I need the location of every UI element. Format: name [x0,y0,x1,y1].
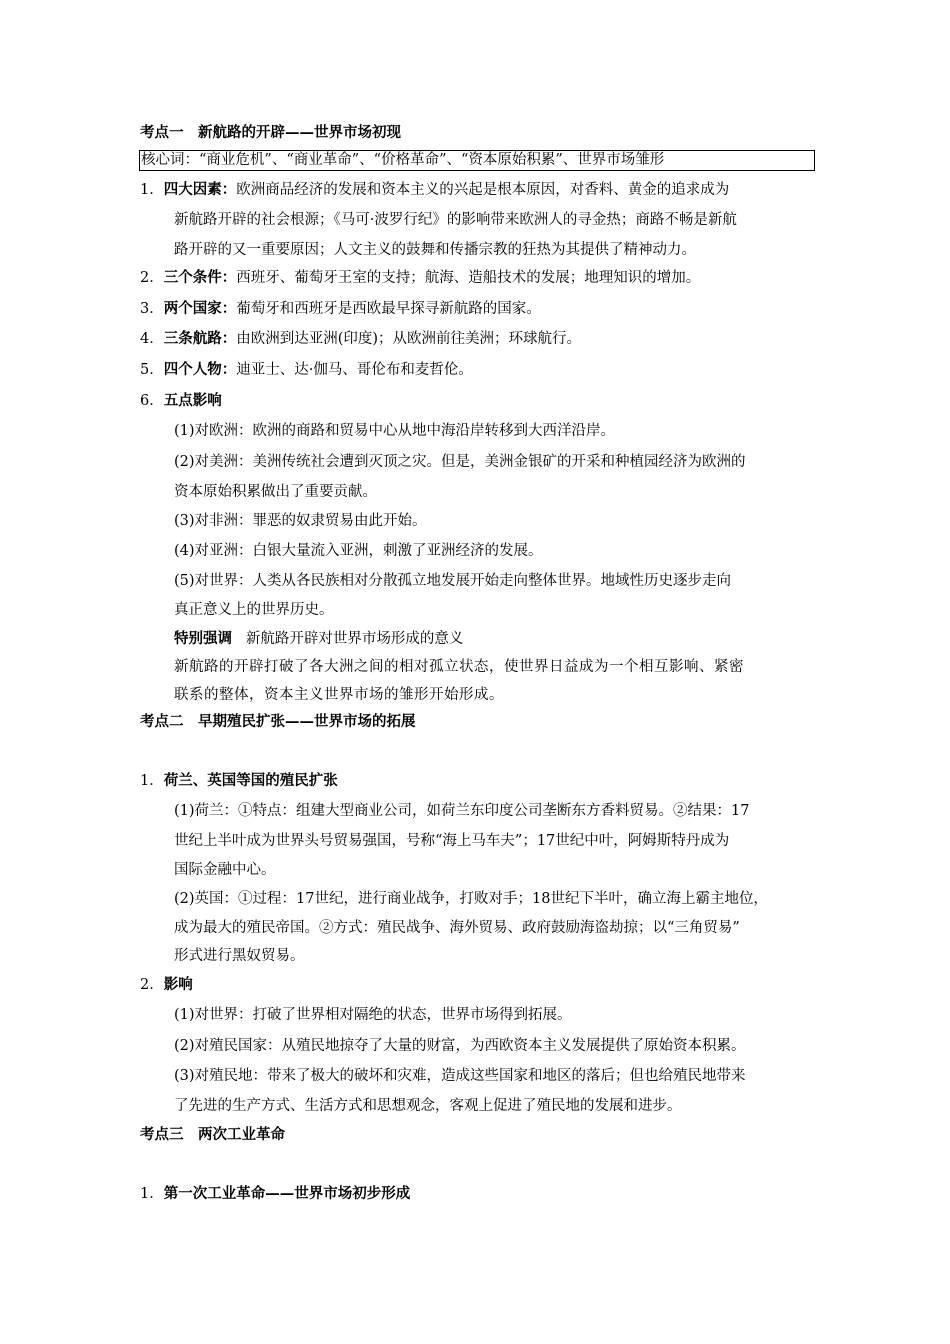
colonial-line-6: 形式进行黑奴贸易。 [174,948,305,964]
colonial-line-5: 成为最大的殖民帝国。②方式：殖民战争、海外贸易、政府鼓励海盗劫掠；以“三角贸易” [174,920,740,936]
item-number: 1． [140,182,164,198]
item-2-2 [140,975,193,995]
effect-europe: (1)对欧洲：欧洲的商路和贸易中心从地中海沿岸转移到大西洋沿岸。 [174,423,616,439]
colonial-line-4: (2)英国：①过程：17世纪，进行商业战争，打败对手；18世纪下半叶，确立海上霸主地位， [174,891,768,907]
effect-africa: (3)对非洲：罪恶的奴隶贸易由此开始。 [174,513,427,529]
item-1-1-line-3: 路开辟的又一重要原因；人文主义的鼓舞和传播宗教的狂热为其提供了精神动力。 [174,242,696,258]
item-1-4 [140,329,581,349]
item-heading: 第一次工业革命——世界市场初步形成 [163,1185,411,1202]
effect-america-line-2: 资本原始积累做出了重要贡献。 [174,484,377,500]
special-line-2: 联系的整体，资本主义世界市场的雏形开始形成。 [174,687,504,703]
special-emphasis [174,629,463,649]
item-1-2 [140,268,700,288]
item-heading: 三个条件： [163,269,237,286]
item-1-6 [140,391,222,411]
colonial-line-3: 国际金融中心。 [174,862,276,878]
item-number: 6． [140,393,164,409]
item-text: 葡萄牙和西班牙是西欧最早探寻新航路的国家。 [236,301,541,317]
item-text: 欧洲商品经济的发展和资本主义的兴起是根本原因，对香料、黄金的追求成为 [236,182,730,198]
impact-line-2: (2)对殖民国家：从殖民地掠夺了大量的财富，为西欧资本主义发展提供了原始资本积累。 [174,1038,746,1054]
item-number: 2． [140,270,164,286]
item-1-1 [140,180,729,200]
item-1-1-line-2: 新航路开辟的社会根源；《马可·波罗行纪》的影响带来欧洲人的寻金热；商路不畅是新航 [174,212,737,228]
item-number: 5． [140,362,164,378]
item-2-1 [140,771,338,791]
item-number: 1． [140,773,164,789]
item-1-3 [140,299,541,319]
item-heading: 荷兰、英国等国的殖民扩张 [163,772,338,789]
effect-asia: (4)对亚洲：白银大量流入亚洲，刺激了亚洲经济的发展。 [174,543,543,559]
colonial-line-1: (1)荷兰：①特点：组建大型商业公司，如荷兰东印度公司垄断东方香料贸易。②结果：17 [174,803,750,819]
section-2-title: 考点二 早期殖民扩张——世界市场的拓展 [140,713,416,730]
item-text: 西班牙、葡萄牙王室的支持；航海、造船技术的发展；地理知识的增加。 [236,270,701,286]
item-number: 2． [140,977,164,993]
item-heading: 四个人物： [163,361,237,378]
impact-line-4: 了先进的生产方式、生活方式和思想观念，客观上促进了殖民地的发展和进步。 [174,1098,682,1114]
section-3-title: 考点三 两次工业革命 [140,1126,285,1143]
item-3-1 [140,1184,410,1204]
item-heading: 四大因素： [163,181,237,198]
impact-line-1: (1)对世界：打破了世界相对隔绝的状态，世界市场得到拓展。 [174,1007,572,1023]
item-heading: 五点影响 [163,392,222,409]
item-1-5 [140,360,473,380]
keywords-text: 核心词：“商业危机”、“商业革命”、“价格革命”、“资本原始积累”、世界市场雏形 [141,152,665,168]
item-heading: 三条航路： [163,330,237,347]
effect-america: (2)对美洲：美洲传统社会遭到灭顶之灾。但是，美洲金银矿的开采和种植园经济为欧洲的 [174,454,746,470]
effect-world-line-2: 真正意义上的世界历史。 [174,602,334,618]
item-number: 4． [140,331,164,347]
special-subject: 新航路开辟对世界市场形成的意义 [245,631,464,647]
effect-world: (5)对世界：人类从各民族相对分散孤立地发展开始走向整体世界。地域性历史逐步走向 [174,573,732,589]
section-1-title: 考点一 新航路的开辟——世界市场初现 [140,124,401,141]
item-text: 由欧洲到达亚洲(印度)；从欧洲前往美洲；环球航行。 [236,331,582,347]
item-heading: 影响 [163,976,193,993]
special-heading: 特别强调 [174,630,232,647]
colonial-line-2: 世纪上半叶成为世界头号贸易强国，号称“海上马车夫”；17世纪中叶，阿姆斯特丹成为 [174,833,730,849]
item-text: 迪亚士、达·伽马、哥伦布和麦哲伦。 [236,362,473,378]
item-number: 1． [140,1186,164,1202]
impact-line-3: (3)对殖民地：带来了极大的破坏和灾难，造成这些国家和地区的落后；但也给殖民地带来 [174,1068,746,1084]
item-heading: 两个国家： [163,300,237,317]
special-line-1: 新航路的开辟打破了各大洲之间的相对孤立状态，使世界日益成为一个相互影响、紧密 [174,659,744,675]
item-number: 3． [140,301,164,317]
